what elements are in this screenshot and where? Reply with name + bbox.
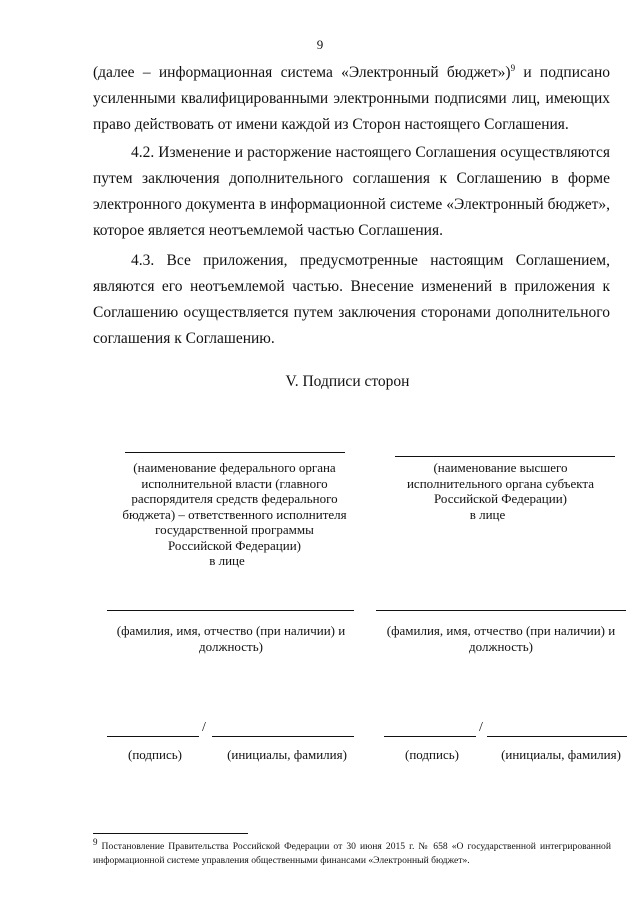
left-org-line <box>125 452 345 453</box>
left-initials-line <box>212 736 354 737</box>
section-title: V. Подписи сторон <box>285 373 410 390</box>
left-name-line <box>107 610 354 611</box>
left-slash: / <box>202 720 206 735</box>
right-signature-caption: (подпись) <box>405 747 459 762</box>
paragraph-4-2: 4.2. Изменение и расторжение настоящего Соглашения осуществляются путем заключения дополнительного соглашения к Соглашению в форме электронного документа в информационной системе «Электронный бюджет», которое является неотъемлемой частью Соглашения. <box>93 144 610 239</box>
footnote <box>93 836 611 868</box>
right-name-line <box>376 610 626 611</box>
right-initials-line <box>487 736 627 737</box>
left-name-caption: (фамилия, имя, отчество (при наличии) и должность) <box>116 623 346 654</box>
left-signature-caption: (подпись) <box>128 747 182 762</box>
right-slash: / <box>479 720 483 735</box>
footnote-separator <box>93 833 248 834</box>
left-org-caption: (наименование федерального органа исполнительной власти (главного распорядителя средств федерального бюджета) – ответственного исполнителя государственной программы Российской Федерации) <box>122 460 347 553</box>
left-in-person: в лице <box>209 553 245 568</box>
right-initials-caption: (инициалы, фамилия) <box>501 747 621 762</box>
paragraph-1-end: и подписано усиленными квалифицированными электронными подписями лиц, имеющих право действовать от имени каждой из Сторон настоящего Соглашения. <box>93 64 610 133</box>
paragraph-1 <box>93 60 610 138</box>
page-number: 9 <box>316 37 324 52</box>
footnote-marker: 9 <box>93 836 98 847</box>
right-org-caption: (наименование высшего исполнительного органа субъекта Российской Федерации) <box>406 460 595 506</box>
right-org-line <box>395 456 615 457</box>
left-signature-line <box>107 736 199 737</box>
right-name-caption: (фамилия, имя, отчество (при наличии) и должность) <box>386 623 616 654</box>
left-initials-caption: (инициалы, фамилия) <box>227 747 347 762</box>
footnote-text: Постановление Правительства Российской Федерации от 30 июня 2015 г. № 658 «О государственной интегрированной информационной системе управления общественными финансами «Электронный бюджет». <box>93 841 611 866</box>
right-in-person: в лице <box>469 507 506 522</box>
paragraph-1-start: (далее – информационная система «Электронный бюджет») <box>93 64 511 81</box>
paragraph-4-3: 4.3. Все приложения, предусмотренные настоящим Соглашением, являются его неотъемлемой частью. Внесение изменений в приложения к Соглашению осуществляется путем заключения сторонами дополнительного соглашения к Соглашению. <box>93 252 610 347</box>
footnote-reference: 9 <box>510 62 516 73</box>
right-signature-line <box>384 736 476 737</box>
